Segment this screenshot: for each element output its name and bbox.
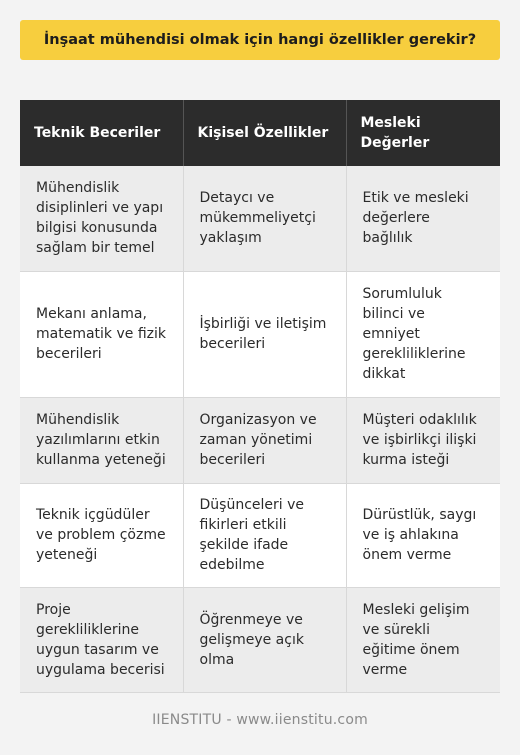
- table-cell: Müşteri odaklılık ve işbirlikçi ilişki kurma isteği: [346, 397, 500, 483]
- page-title: İnşaat mühendisi olmak için hangi özellikler gerekir?: [20, 20, 500, 60]
- table-cell: Mekanı anlama, matematik ve fizik becerileri: [20, 271, 183, 397]
- table-cell: Düşünceleri ve fikirleri etkili şekilde ifade edebilme: [183, 483, 346, 587]
- table-cell: Sorumluluk bilinci ve emniyet gerekliliklerine dikkat: [346, 271, 500, 397]
- table-header-row: [20, 100, 500, 166]
- table-row: [20, 166, 500, 271]
- table-cell: Öğrenmeye ve gelişmeye açık olma: [183, 587, 346, 692]
- table-row: [20, 397, 500, 483]
- table-cell: Mesleki gelişim ve sürekli eğitime önem verme: [346, 587, 500, 692]
- table-cell: Mühendislik yazılımlarını etkin kullanma yeteneği: [20, 397, 183, 483]
- table-cell: Detaycı ve mükemmeliyetçi yaklaşım: [183, 166, 346, 271]
- table-cell: Dürüstlük, saygı ve iş ahlakına önem verme: [346, 483, 500, 587]
- table-cell: Teknik içgüdüler ve problem çözme yeteneği: [20, 483, 183, 587]
- table-cell: Mühendislik disiplinleri ve yapı bilgisi konusunda sağlam bir temel: [20, 166, 183, 271]
- table-row: [20, 483, 500, 587]
- table-cell: İşbirliği ve iletişim becerileri: [183, 271, 346, 397]
- table-cell: Proje gerekliliklerine uygun tasarım ve uygulama becerisi: [20, 587, 183, 692]
- table-cell: Organizasyon ve zaman yönetimi becerileri: [183, 397, 346, 483]
- header-professional-values: Mesleki Değerler: [346, 100, 500, 166]
- header-technical-skills: Teknik Beceriler: [20, 100, 183, 166]
- header-personal-traits: Kişisel Özellikler: [183, 100, 346, 166]
- table-row: [20, 587, 500, 692]
- qualities-table: [20, 100, 500, 693]
- table-row: [20, 271, 500, 397]
- table-cell: Etik ve mesleki değerlere bağlılık: [346, 166, 500, 271]
- footer-credit: IIENSTITU - www.iienstitu.com: [152, 712, 368, 728]
